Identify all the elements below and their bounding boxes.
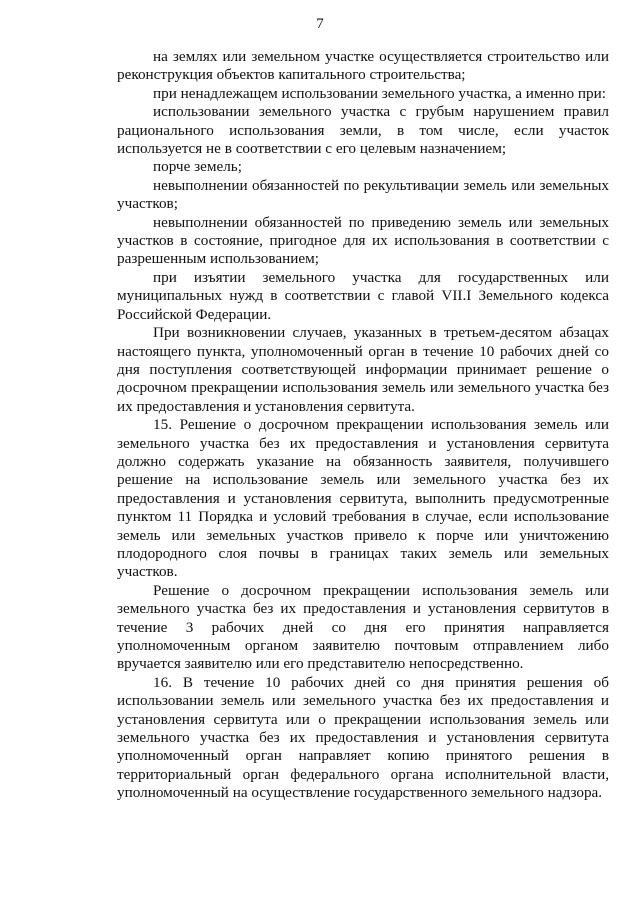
paragraph-item-15: 15. Решение о досрочном прекращении использования земель или земельного участка без их предоставления и установления сервитута должно содержать указание на обязанность заявителя, получившего решение на использование земель или земельного участка без их предоставления и установления сервитута, выполнить предусмотренные пунктом 11 Порядка и условий требования в случае, если использование земель или земельных участков привело к порче или уничтожению плодородного слоя почвы в границах таких земель или земельных участков. (117, 416, 609, 581)
paragraph-decision-delivery: Решение о досрочном прекращении использования земель или земельного участка без их предоставления и установления сервитутов в течение 3 рабочих дней со дня его принятия направляется уполномоченным органом заявителю почтовым отправлением либо вручается заявителю или его представителю непосредственно. (117, 581, 609, 673)
paragraph-land-damage: порче земель; (153, 158, 242, 176)
paragraph-restoration: невыполнении обязанностей по приведению земель или земельных участков в состояние, пригодное для их использования в соответствии с разрешенным использованием; (117, 213, 609, 268)
page-number: 7 (316, 16, 324, 32)
document-body (117, 48, 609, 803)
paragraph-improper-use: при ненадлежащем использовании земельного участка, а именно при: (153, 84, 606, 102)
paragraph-item-16: 16. В течение 10 рабочих дней со дня принятия решения об использовании земель или земельного участка без их предоставления и установления сервитута или о прекращении использования земель или земельного участка без их предоставления и установления сервитута уполномоченный орган направляет копию принятого решения в территориальный орган федерального органа исполнительной власти, уполномоченный на осуществление государственного земельного надзора. (117, 673, 609, 802)
paragraph-construction: на землях или земельном участке осуществляется строительство или реконструкция объектов капитального строительства; (117, 48, 609, 84)
paragraph-recultivation: невыполнении обязанностей по рекультивации земель или земельных участков; (117, 176, 609, 213)
paragraph-gross-violation: использовании земельного участка с грубым нарушением правил рационального использования земли, в том числе, если участок используется не в соответствии с его целевым назначением; (117, 103, 609, 158)
paragraph-seizure: при изъятии земельного участка для государственных или муниципальных нужд в соответствии с главой VII.I Земельного кодекса Российской Федерации. (117, 268, 609, 323)
paragraph-early-termination: При возникновении случаев, указанных в третьем-десятом абзацах настоящего пункта, уполномоченный орган в течение 10 рабочих дней со дня поступления соответствующей информации принимает решение о досрочном прекращении использования земель или земельного участка без их предоставления и установления сервитута. (117, 324, 609, 415)
